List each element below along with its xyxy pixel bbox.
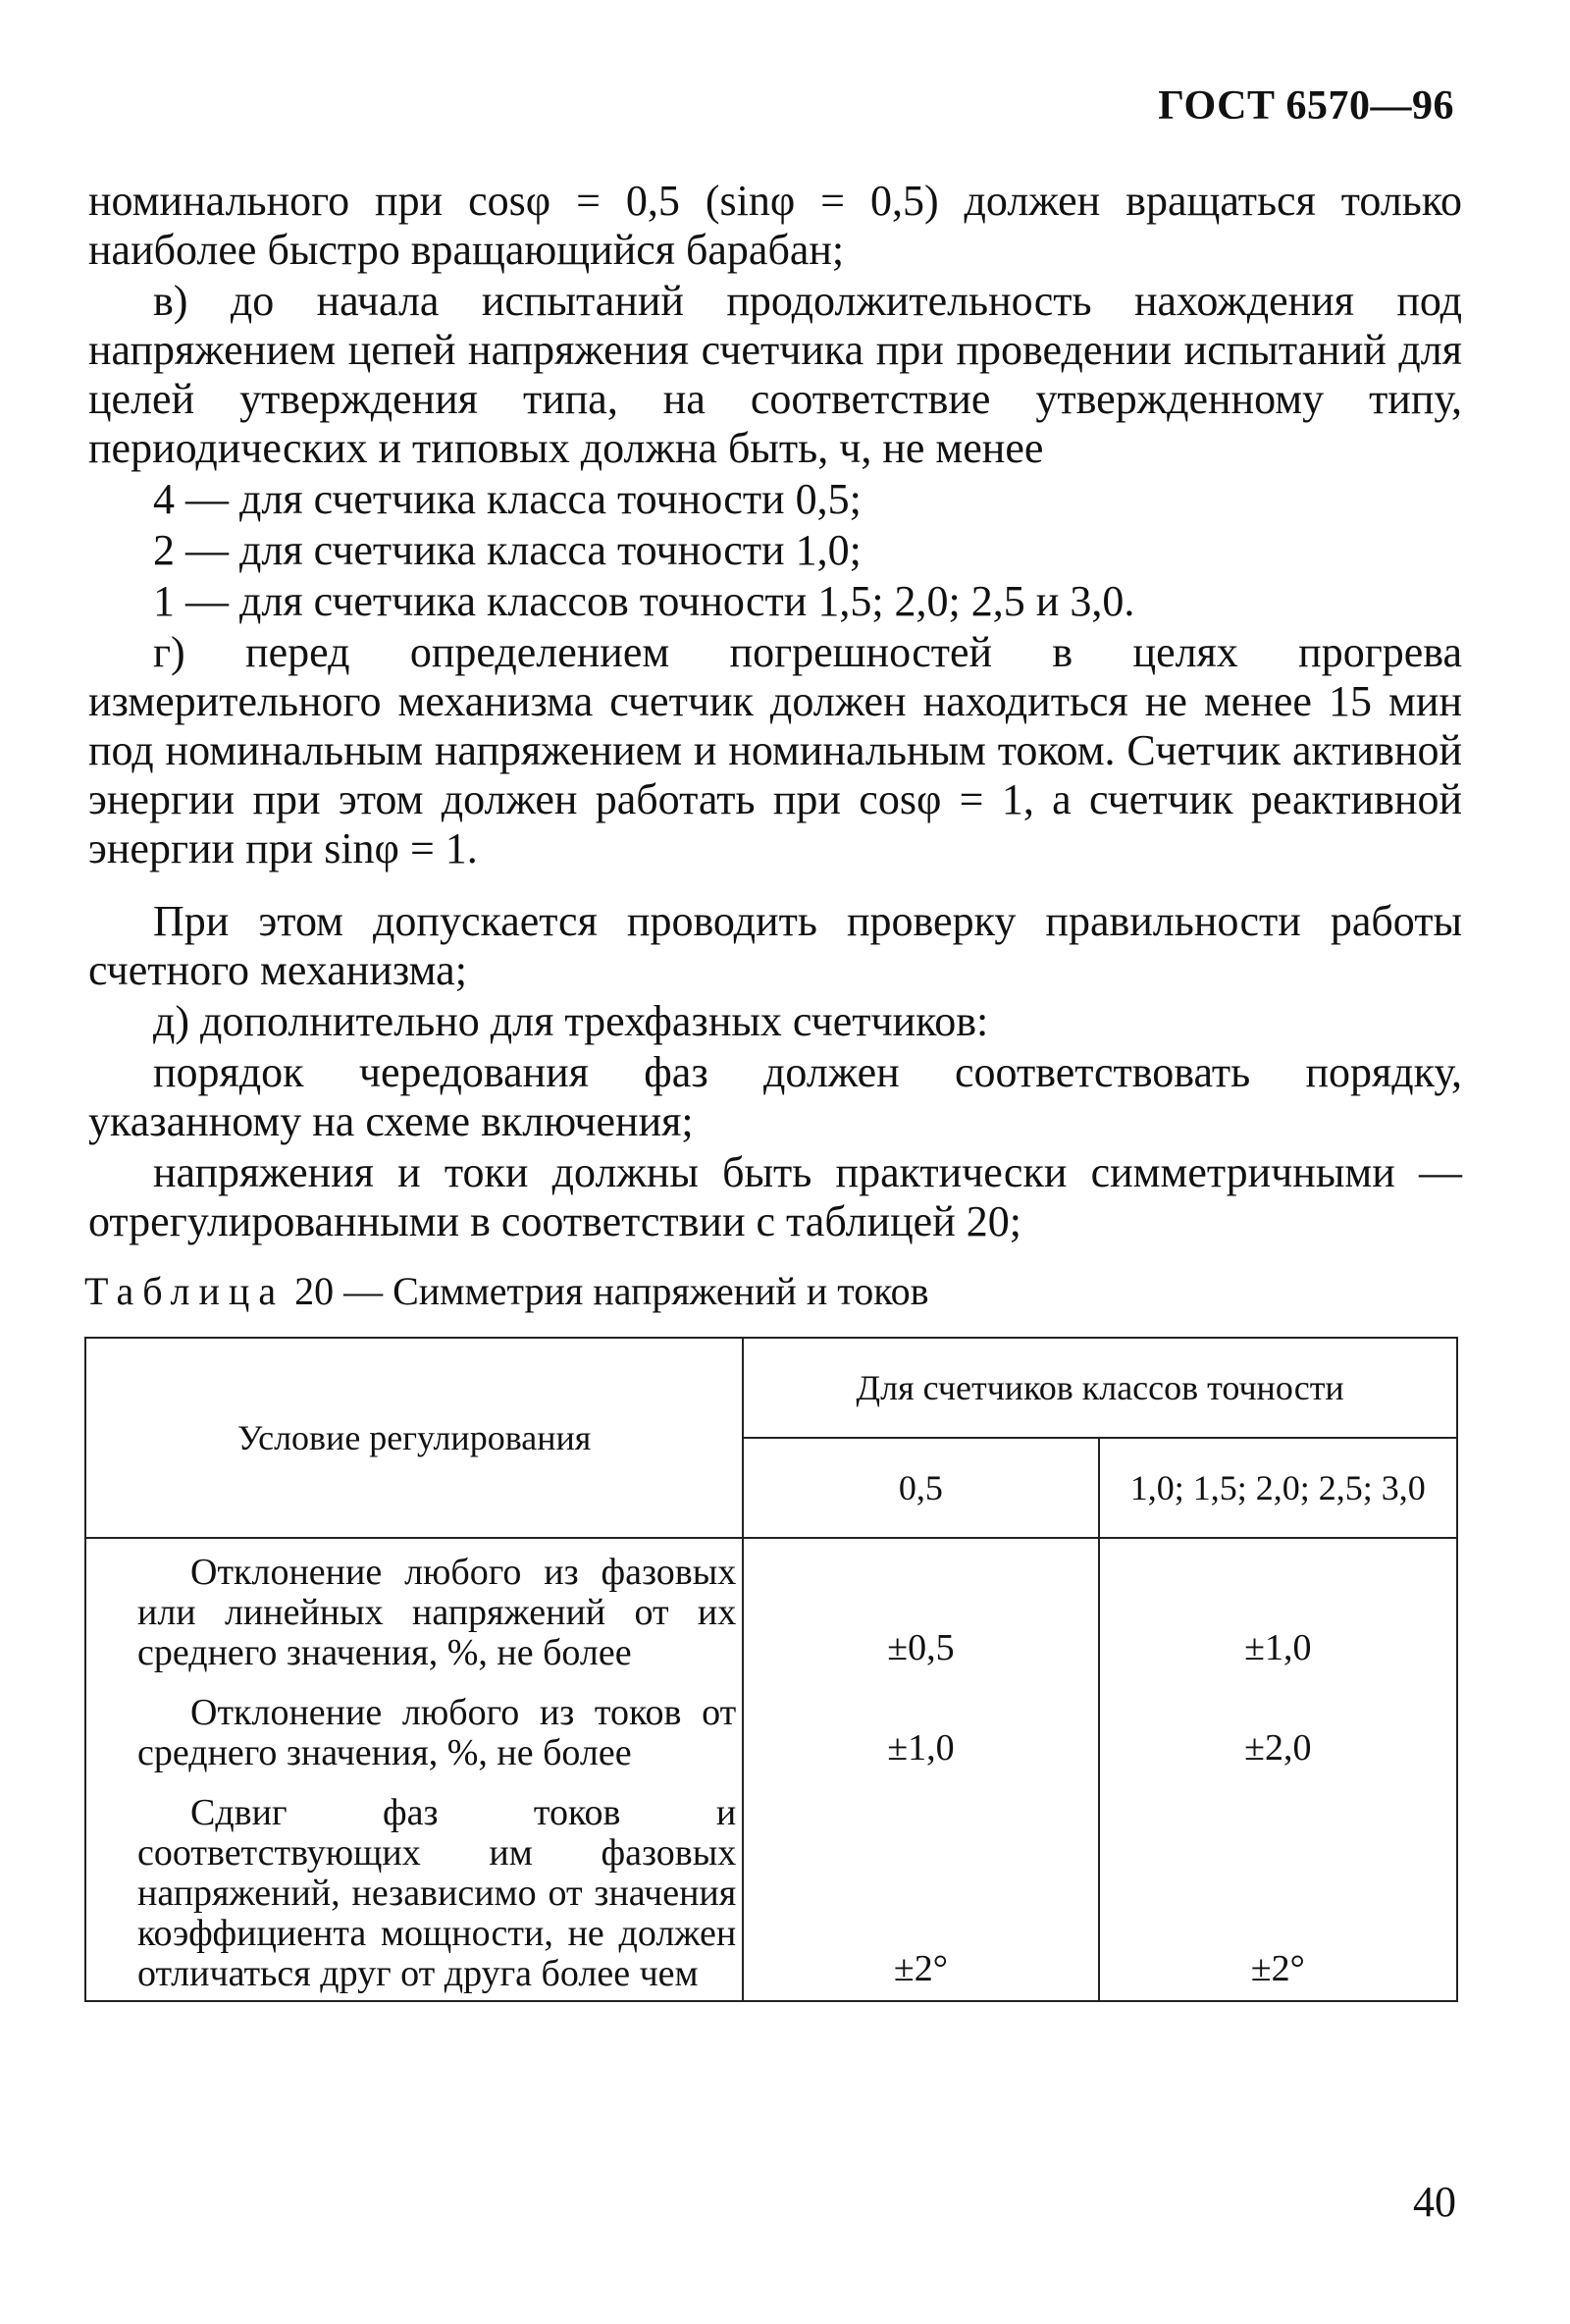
value-cell: ±2°: [1099, 1779, 1457, 2001]
paragraph: напряжения и токи должны быть практически симметричными — отрегулированными в соответствии с таблицей 20;: [88, 1148, 1462, 1245]
page-number: 40: [1413, 2178, 1456, 2226]
symmetry-table: [84, 1337, 1458, 2002]
condition-cell: Отклонение любого из фазовых или линейных напряжений от их среднего значения, %, не более: [85, 1538, 743, 1679]
value-cell: ±2°: [743, 1779, 1098, 2001]
paragraph: д) дополнительно для трехфазных счетчиков:: [153, 997, 989, 1045]
paragraph: в) до начала испытаний продолжительность нахождения под напряжением цепей напряжения счетчика при проведении испытаний для целей утверждения типа, на соответствие утвержденному типу, периодических и типовых должна быть, ч, не менее: [88, 277, 1462, 472]
paragraph: порядок чередования фаз должен соответствовать порядку, указанному на схеме включения;: [88, 1048, 1462, 1145]
condition-cell: Сдвиг фаз токов и соответствующих им фазовых напряжений, независимо от значения коэффициента мощности, не должен отличаться друг от друга более чем: [85, 1779, 743, 2001]
paragraph: г) перед определением погрешностей в целях прогрева измерительного механизма счетчик должен находиться не менее 15 мин под номинальным напряжением и номинальным током. Счетчик активной энергии при этом должен работать при cosφ = 1, а счетчик реактивной энергии при sinφ = 1.: [88, 628, 1462, 872]
value-cell: ±1,0: [743, 1679, 1098, 1779]
list-item: 4 — для счетчика класса точности 0,5;: [153, 475, 862, 523]
condition-cell: Отклонение любого из токов от среднего значения, %, не более: [85, 1679, 743, 1779]
value-cell: ±0,5: [743, 1538, 1098, 1679]
document-header: ГОСТ 6570—96: [1158, 83, 1454, 129]
paragraph: При этом допускается проводить проверку правильности работы счетного механизма;: [88, 897, 1462, 994]
column-header-class-1-0-to-3-0: 1,0; 1,5; 2,0; 2,5; 3,0: [1099, 1438, 1457, 1538]
column-header-class-0-5: 0,5: [743, 1438, 1098, 1538]
value-cell: ±2,0: [1099, 1679, 1457, 1779]
table-row: [85, 1538, 1457, 1679]
value-cell: ±1,0: [1099, 1538, 1457, 1679]
paragraph: номинального при cosφ = 0,5 (sinφ = 0,5) должен вращаться только наиболее быстро вращающийся барабан;: [88, 177, 1462, 274]
table-caption: [84, 1268, 928, 1314]
column-header-condition: Условие регулирования: [85, 1338, 743, 1538]
table-row: [85, 1779, 1457, 2001]
table-row: [85, 1679, 1457, 1779]
column-header-accuracy-classes: Для счетчиков классов точности: [743, 1338, 1457, 1438]
table-caption-text: 20 — Симметрия напряжений и токов: [294, 1269, 929, 1313]
table-caption-label: Таблица: [84, 1269, 286, 1313]
list-item: 1 — для счетчика классов точности 1,5; 2,0; 2,5 и 3,0.: [153, 577, 1135, 625]
body-text: [88, 177, 1462, 1248]
list-item: 2 — для счетчика класса точности 1,0;: [153, 526, 862, 574]
